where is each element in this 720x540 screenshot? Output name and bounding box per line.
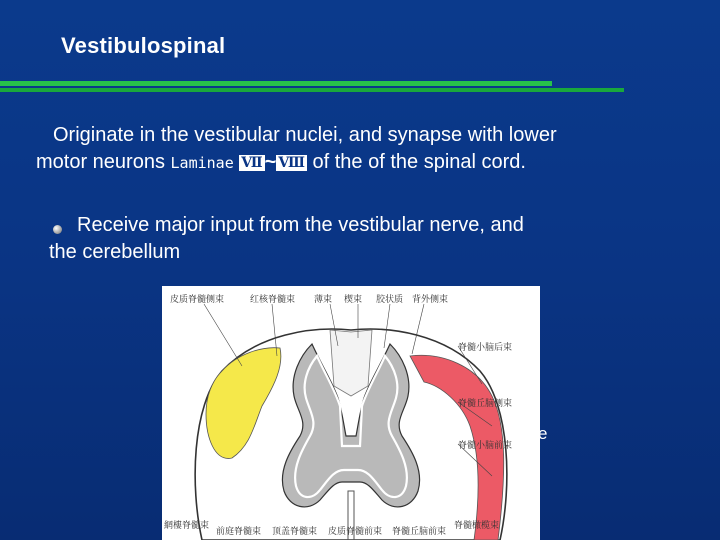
label-substantia-gelatinosa: 胶状质 (376, 295, 404, 305)
input-line-1: Receive major input from the vestibular nerve, and (77, 214, 524, 236)
spinal-cord-diagram (162, 286, 540, 540)
title-underline-top (0, 81, 552, 86)
origin-line-2 (36, 149, 696, 177)
origin-paragraph (36, 122, 696, 177)
origin-suffix: of the of the spinal cord. (306, 151, 526, 173)
label-reticulospinal: 網樓脊髓束 (164, 521, 210, 531)
label-anterior-spinothalamic: 脊髓丘脑前束 (392, 527, 447, 537)
label-fasciculus-cuneatus: 楔束 (344, 295, 363, 305)
spinal-cord-cross-section-figure (162, 286, 540, 540)
label-fasciculus-gracilis: 薄束 (314, 295, 333, 305)
range-tilde: ~ (264, 151, 277, 173)
label-dorsolateral-fasciculus: 背外侧束 (412, 295, 449, 305)
title-underline-bottom (0, 88, 624, 92)
origin-line-1: Originate in the vestibular nuclei, and synapse with lower (53, 124, 557, 146)
label-posterior-spinocerebellar: 脊髓小脑后束 (458, 343, 513, 353)
label-spino-olivary: 脊髓橄榄束 (454, 521, 500, 531)
input-line-2: the cerebellum (49, 241, 181, 263)
label-anterior-corticospinal: 皮质脊髓前束 (328, 527, 383, 537)
overlay-text-fragment: e (538, 424, 548, 443)
label-vestibulospinal: 前庭脊髓束 (216, 527, 262, 537)
input-bullet-item (49, 212, 689, 266)
label-tectospinal: 顶盖脊髓束 (272, 527, 318, 537)
dorsal-column-region (330, 330, 372, 396)
origin-prefix: motor neurons (36, 151, 171, 173)
label-anterior-spinocerebellar: 脊髓小脑前束 (458, 441, 513, 451)
label-rubrospinal: 红核脊髓束 (250, 295, 296, 305)
laminae-word: Laminae (170, 154, 234, 172)
slide-title: Vestibulospinal (61, 33, 226, 58)
label-lateral-corticospinal: 皮质脊髓侧束 (170, 295, 225, 305)
label-lateral-spinothalamic: 脊髓丘脑侧束 (458, 399, 513, 409)
lamina-seven: Ⅶ (241, 155, 263, 171)
lamina-eight: Ⅷ (278, 155, 305, 171)
